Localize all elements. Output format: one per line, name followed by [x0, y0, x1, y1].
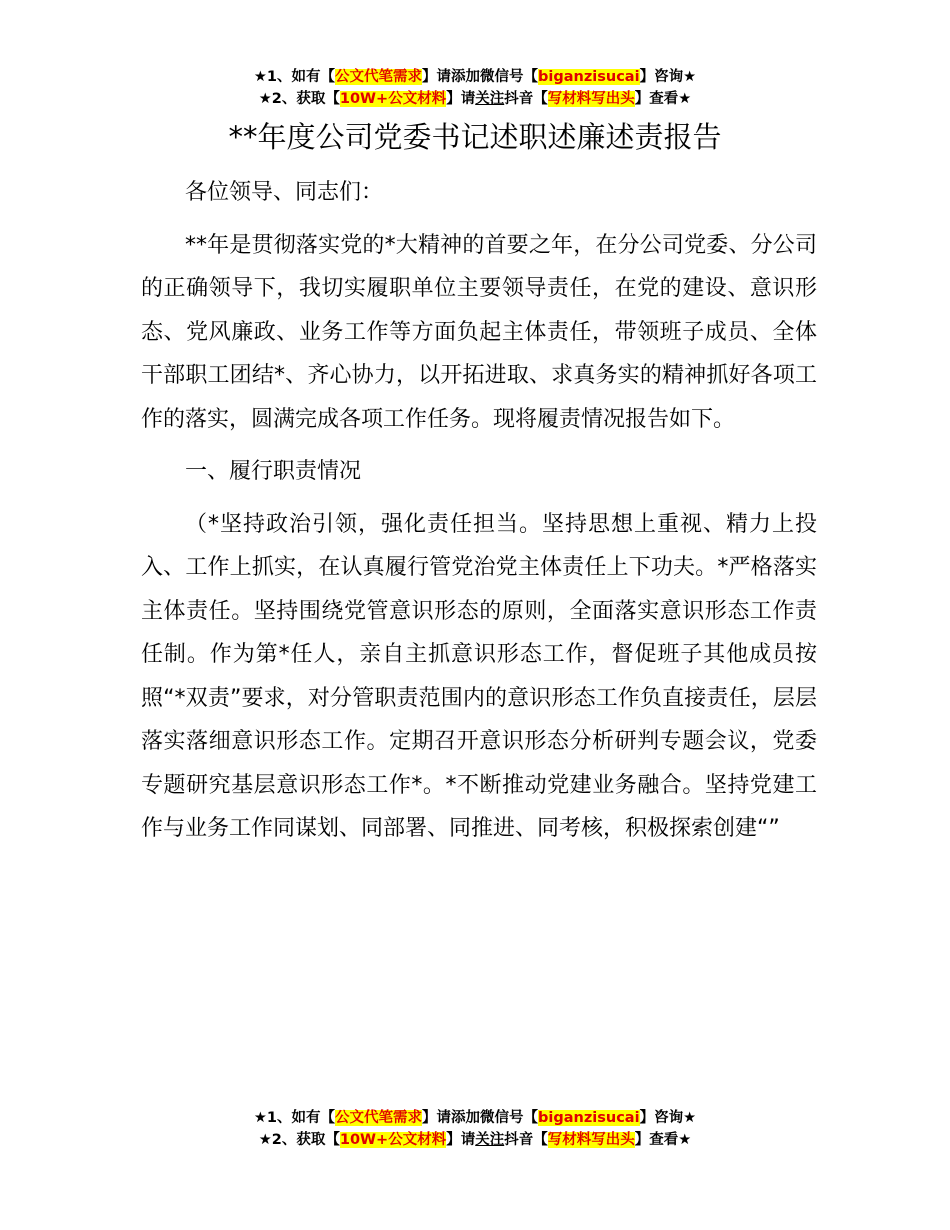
banner-highlight: 写材料写出头 — [547, 1132, 635, 1148]
salutation: 各位领导、同志们： — [185, 180, 384, 205]
banner-text: 】请添加微信号【 — [422, 1110, 539, 1126]
banner-line-2 — [0, 88, 950, 110]
document-title: **年度公司党委书记述职述廉述责报告 — [228, 120, 722, 154]
banner-text: ★1、如有【 — [253, 69, 336, 85]
banner-text: ★2、获取【 — [258, 1132, 340, 1148]
banner-text: 】查看★ — [634, 91, 692, 107]
body-paragraph: （*坚持政治引领，强化责任担当。坚持思想上重视、精力上投入、工作上抓实，在认真履行管党治党主体责任上下功夫。*严格落实主体责任。坚持围绕党管意识形态的原则，全面落实意识形态工作责任制。作为第*任人，亲自主抓意识形态工作，督促班子其他成员按照“*双责”要求，对分管职责范围内的意识形态工作负直接责任，层层落实落细意识形态工作。定期召开意识形态分析研判专题会议，党委专题研究基层意识形态工作*。*不断推动党建业务融合。坚持党建工作与业务工作同谋划、同部署、同推进、同考核，积极探索创建“” — [141, 511, 817, 841]
banner-text: 】咨询★ — [639, 1110, 697, 1126]
banner-highlight: 10W+公文材料 — [339, 1132, 447, 1148]
banner-text: ★2、获取【 — [258, 91, 340, 107]
banner-line-1 — [0, 1107, 950, 1129]
banner-text: 抖音【 — [504, 91, 548, 107]
banner-highlight: 公文代笔需求 — [335, 69, 423, 85]
banner-text: 抖音【 — [504, 1132, 548, 1148]
document-body — [141, 171, 817, 851]
banner-highlight: biganzisucai — [538, 1110, 640, 1126]
banner-text: 】请 — [446, 1132, 476, 1148]
header-banner — [0, 66, 950, 110]
banner-text: 】请添加微信号【 — [422, 69, 539, 85]
banner-highlight: 10W+公文材料 — [339, 91, 447, 107]
banner-text: 】查看★ — [634, 1132, 692, 1148]
banner-highlight: biganzisucai — [538, 69, 640, 85]
banner-highlight: 公文代笔需求 — [335, 1110, 423, 1126]
body-paragraph: **年是贯彻落实党的*大精神的首要之年，在分公司党委、分公司的正确领导下，我切实履职单位主要领导责任，在党的建设、意识形态、党风廉政、业务工作等方面负起主体责任，带领班子成员、全体干部职工团结*、齐心协力，以开拓进取、求真务实的精神抓好各项工作的落实，圆满完成各项工作任务。现将履责情况报告如下。 — [141, 232, 817, 432]
section-heading: 一、履行职责情况 — [185, 459, 362, 484]
banner-underlined-text: 关注 — [475, 91, 505, 107]
banner-text: ★1、如有【 — [253, 1110, 336, 1126]
banner-underlined-text: 关注 — [475, 1132, 505, 1148]
footer-banner — [0, 1107, 950, 1151]
banner-line-1 — [0, 66, 950, 88]
banner-text: 】请 — [446, 91, 476, 107]
banner-text: 】咨询★ — [639, 69, 697, 85]
banner-highlight: 写材料写出头 — [547, 91, 635, 107]
banner-line-2 — [0, 1129, 950, 1151]
